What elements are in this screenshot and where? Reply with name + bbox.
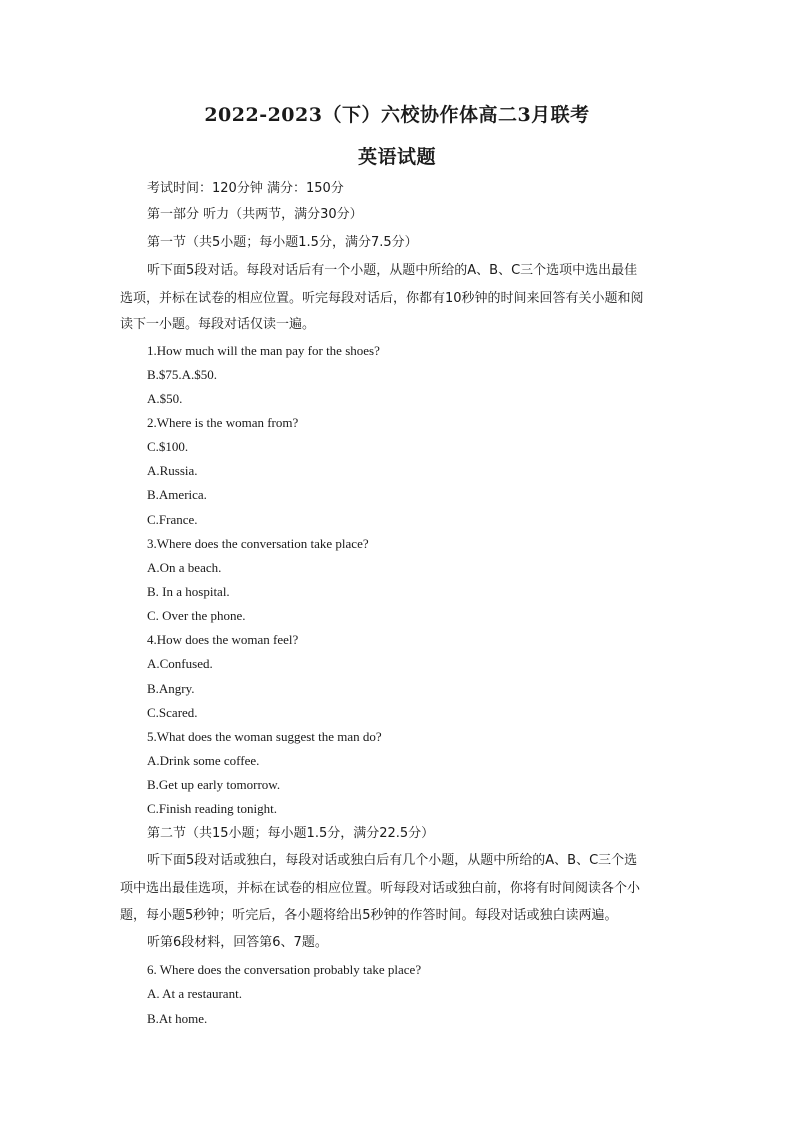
section-two-heading: 第二节（共15小题；每小题1.5分，满分22.5分） — [147, 826, 435, 841]
part-one-heading: 第一部分 听力（共两节，满分30分） — [147, 207, 363, 222]
material-6-instruction: 听第6段材料，回答第6、7题。 — [147, 935, 328, 950]
section-one-instructions: 听下面5段对话。每段对话后有一个小题，从题中所给的A、B、C三个选项中选出最佳 — [147, 263, 638, 278]
answer-option: C.$100. — [147, 439, 189, 454]
answer-option: A.Drink some coffee. — [147, 753, 260, 768]
answer-option: B.Angry. — [147, 681, 195, 696]
section-one-heading: 第一节（共5小题；每小题1.5分，满分7.5分） — [147, 235, 418, 250]
answer-option: A.Russia. — [147, 463, 198, 478]
answer-option: B.At home. — [147, 1011, 208, 1026]
answer-option: C.Scared. — [147, 705, 198, 720]
answer-option: C.Finish reading tonight. — [147, 801, 277, 816]
answer-option: A.On a beach. — [147, 560, 222, 575]
question-3: 3.Where does the conversation take place? — [147, 536, 369, 551]
section-one-instructions: 选项，并标在试卷的相应位置。听完每段对话后，你都有10秒钟的时间来回答有关小题和阅 — [120, 291, 644, 306]
section-two-instructions: 题，每小题5秒钟；听完后，各小题将给出5秒钟的作答时间。每段对话或独白读两遍。 — [120, 908, 618, 923]
question-5: 5.What does the woman suggest the man do? — [147, 729, 382, 744]
document-subtitle: 英语试题 — [357, 146, 436, 168]
question-1: 1.How much will the man pay for the shoes? — [147, 343, 380, 358]
question-6: 6. Where does the conversation probably take place? — [147, 962, 422, 977]
answer-option: C.France. — [147, 512, 198, 527]
answer-option: A. At a restaurant. — [147, 986, 242, 1001]
document-title: 2022-2023（下）六校协作体高二3月联考 — [204, 104, 590, 126]
section-one-instructions: 读下一小题。每段对话仅读一遍。 — [120, 317, 316, 332]
answer-option: B.$75.A.$50. — [147, 367, 218, 382]
exam-info: 考试时间：120分钟 满分：150分 — [147, 181, 344, 196]
section-two-instructions: 听下面5段对话或独白，每段对话或独白后有几个小题，从题中所给的A、B、C三个选 — [147, 853, 638, 868]
question-2: 2.Where is the woman from? — [147, 415, 299, 430]
question-4: 4.How does the woman feel? — [147, 632, 299, 647]
answer-option: B.Get up early tomorrow. — [147, 777, 281, 792]
answer-option: A.Confused. — [147, 656, 213, 671]
answer-option: B.America. — [147, 487, 207, 502]
answer-option: A.$50. — [147, 391, 183, 406]
answer-option: B. In a hospital. — [147, 584, 230, 599]
section-two-instructions: 项中选出最佳选项，并标在试卷的相应位置。听每段对话或独白前，你将有时间阅读各个小 — [120, 881, 641, 896]
answer-option: C. Over the phone. — [147, 608, 246, 623]
